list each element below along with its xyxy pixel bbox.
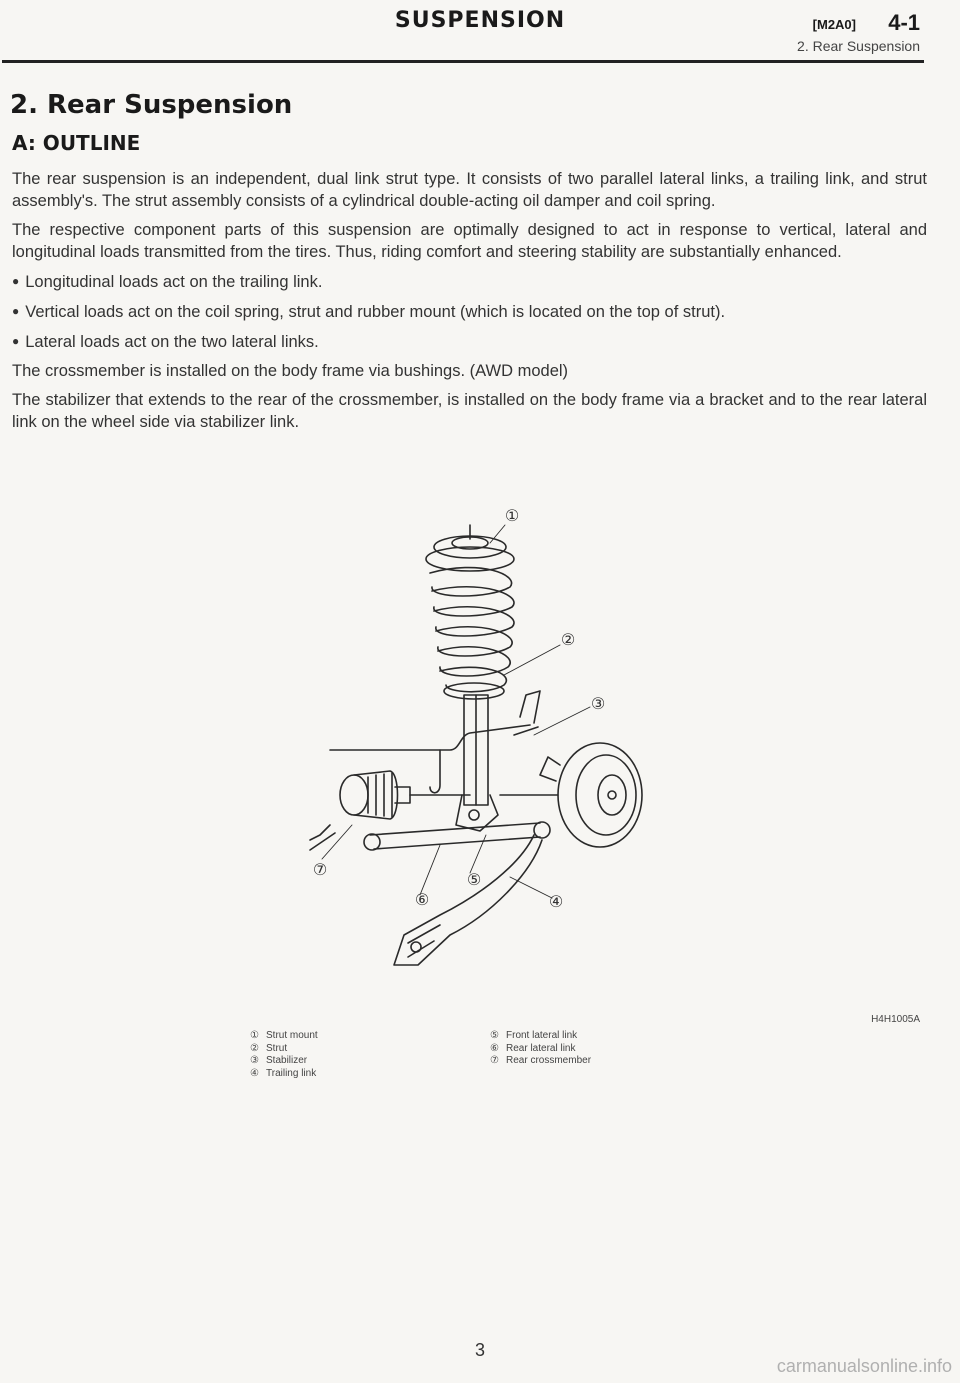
- bullet-item: [12, 270, 927, 293]
- watermark: carmanualsonline.info: [776, 1356, 952, 1376]
- lateral-links-drawing: [364, 822, 550, 850]
- header-divider: [2, 60, 924, 63]
- outline-body: [12, 168, 927, 440]
- page-number: 3: [474, 1340, 485, 1360]
- section-title: 2. Rear Suspension: [10, 90, 293, 120]
- rear-suspension-diagram: [290, 495, 690, 1005]
- bullet-text: Lateral loads act on the two lateral links.: [25, 333, 319, 351]
- callout-2: ②: [560, 630, 576, 649]
- bullet-icon: ●: [12, 274, 20, 288]
- bullet-text: Vertical loads act on the coil spring, strut and rubber mount (which is located on the top of strut).: [25, 303, 726, 321]
- leader-lines: [322, 525, 590, 898]
- bullet-icon: ●: [12, 304, 20, 318]
- callout-3: ③: [590, 694, 606, 713]
- strut-mount-drawing: [426, 525, 514, 571]
- running-header-subsection: 2. Rear Suspension: [797, 38, 920, 54]
- page-reference: 4-1: [888, 10, 920, 35]
- callout-6: ⑥: [414, 890, 430, 909]
- paragraph: The respective component parts of this suspension are optimally designed to act in response to vertical, lateral and longitudinal loads transmitted from the tires. Thus, riding comfort and steering stability are substantially enhanced.: [12, 221, 927, 261]
- callout-7: ⑦: [312, 860, 328, 879]
- legend-item: ⑦ Rear crossmember: [490, 1055, 592, 1066]
- paragraph: The stabilizer that extends to the rear of the crossmember, is installed on the body frame via a bracket and to the rear lateral link on the wheel side via stabilizer link.: [12, 391, 927, 431]
- legend-right: [490, 1030, 591, 1068]
- paragraph: The crossmember is installed on the body frame via bushings. (AWD model): [12, 362, 569, 380]
- legend-item: ④ Trailing link: [250, 1067, 317, 1079]
- callout-1: ①: [504, 506, 520, 525]
- callout-5: ⑤: [466, 870, 482, 889]
- bullet-item: [12, 300, 927, 323]
- strut-drawing: [456, 695, 498, 831]
- brake-drum-drawing: [500, 743, 642, 847]
- bullet-icon: ●: [12, 334, 20, 348]
- callout-4: ④: [548, 892, 564, 911]
- legend-left: [250, 1030, 318, 1080]
- legend-item: ① Strut mount: [250, 1030, 318, 1041]
- section-code: [M2A0]: [812, 17, 856, 32]
- legend-item: ⑤ Front lateral link: [490, 1030, 578, 1041]
- bullet-item: [12, 330, 927, 353]
- coil-spring-drawing: [430, 568, 514, 699]
- subsection-title: A: OUTLINE: [12, 131, 141, 155]
- legend-item: ② Strut: [250, 1042, 288, 1054]
- suspension-illustration: [290, 495, 690, 1005]
- legend-item: ⑥ Rear lateral link: [490, 1042, 576, 1054]
- figure-code: H4H1005A: [871, 1014, 920, 1025]
- crossmember-drawing: [310, 771, 470, 850]
- running-header-title: SUSPENSION: [394, 8, 566, 33]
- legend-item: ③ Stabilizer: [250, 1055, 308, 1066]
- paragraph: The rear suspension is an independent, dual link strut type. It consists of two parallel lateral links, a trailing link, and strut assembly's. The strut assembly consists of a cylindrical double-acting oil damper and coil spring.: [12, 170, 927, 210]
- bullet-text: Longitudinal loads act on the trailing link.: [25, 273, 323, 291]
